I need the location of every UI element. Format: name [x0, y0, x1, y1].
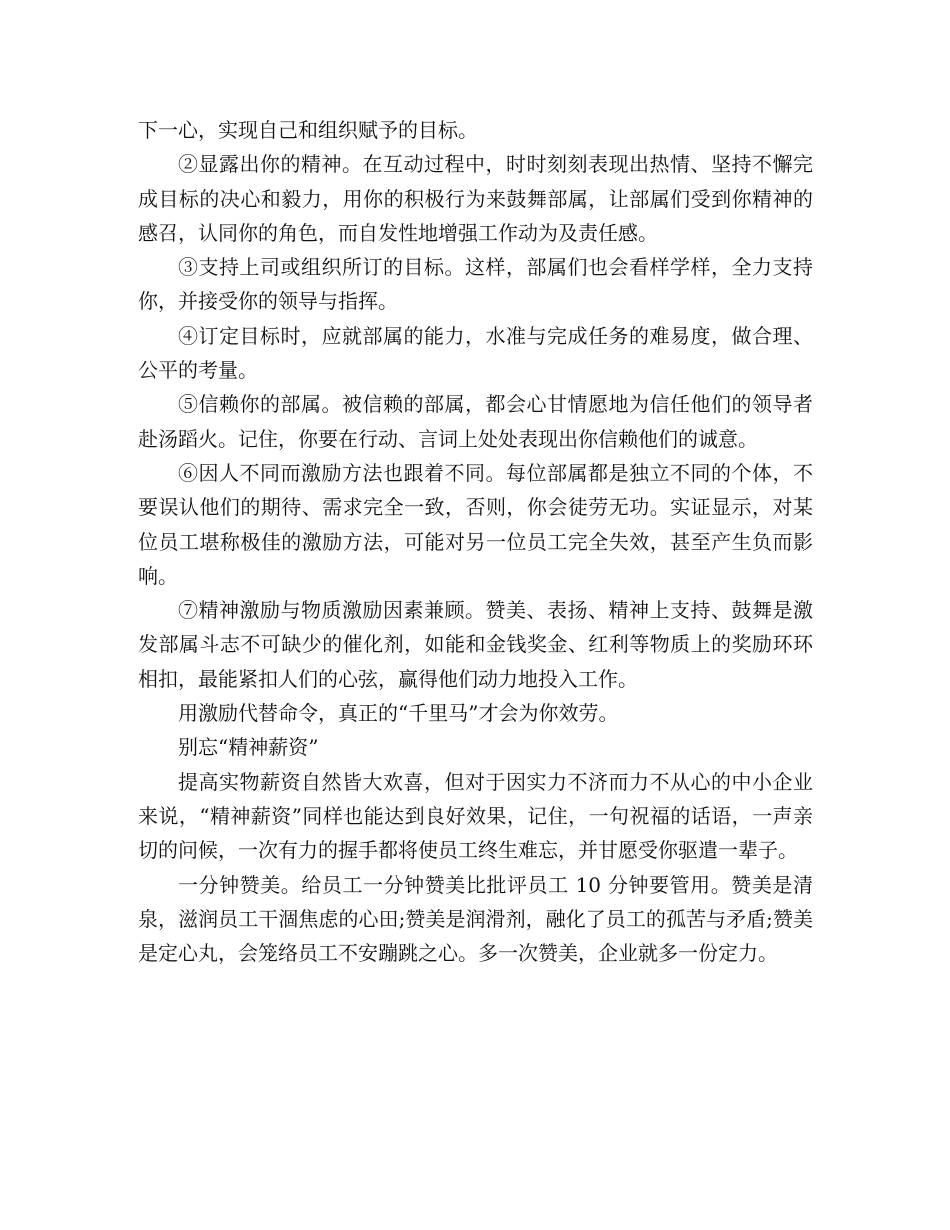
paragraph-point-6: ⑥因人不同而激励方法也跟着不同。每位部属都是独立不同的个体，不要误认他们的期待、需求完全一致，否则，你会徒劳无功。实证显示，对某位员工堪称极佳的激励方法，可能对另一位员工完全失效，甚至产生负而影响。 — [138, 460, 813, 588]
paragraph-summary: 用激励代替命令，真正的“千里马”才会为你效劳。 — [178, 701, 619, 726]
paragraph-spiritual-salary: 提高实物薪资自然皆大欢喜，但对于因实力不济而力不从心的中小企业来说，“精神薪资”同样也能达到良好效果，记住，一句祝福的话语，一声亲切的问候，一次有力的握手都将使员工终生难忘，并甘愿受你驱遣一辈子。 — [138, 769, 813, 863]
paragraph-point-7: ⑦精神激励与物质激励因素兼顾。赞美、表扬、精神上支持、鼓舞是激发部属斗志不可缺少的催化剂，如能和金钱奖金、红利等物质上的奖励环环相扣，最能紧扣人们的心弦，赢得他们动力地投入工作。 — [138, 598, 813, 691]
paragraph-point-4: ④订定目标时，应就部属的能力，水准与完成任务的难易度，做合理、公平的考量。 — [138, 323, 813, 383]
paragraph-one-minute-praise: 一分钟赞美。给员工一分钟赞美比批评员工 10 分钟要管用。赞美是清泉，滋润员工干涸焦虑的心田;赞美是润滑剂，融化了员工的孤苦与矛盾;赞美是定心丸，会笼络员工不安蹦跳之心。多一次赞美，企业就多一份定力。 — [138, 872, 813, 966]
paragraph-continuation: 下一心，实现自己和组织赋予的目标。 — [138, 118, 478, 142]
paragraph-point-2: ②显露出你的精神。在互动过程中，时时刻刻表现出热情、坚持不懈完成目标的决心和毅力，用你的积极行为来鼓舞部属，让部属们受到你精神的感召，认同你的角色，而自发性地增强工作动为及责任感。 — [138, 152, 813, 245]
paragraph-point-3: ③支持上司或组织所订的目标。这样，部属们也会看样学样，全力支持你，并接受你的领导与指挥。 — [138, 255, 813, 314]
section-heading: 别忘“精神薪资” — [178, 735, 319, 760]
document-body — [138, 113, 813, 970]
paragraph-point-5: ⑤信赖你的部属。被信赖的部属，都会心甘情愿地为信任他们的领导者赴汤蹈火。记住，你要在行动、言词上处处表现出你信赖他们的诚意。 — [138, 392, 813, 451]
